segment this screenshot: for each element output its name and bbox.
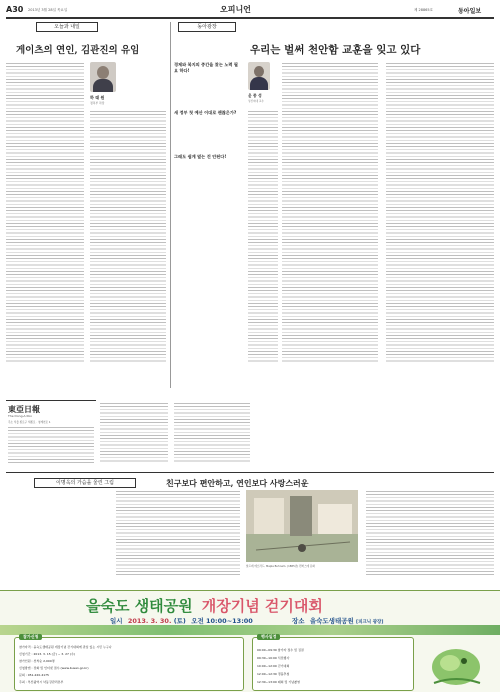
section-title: 오피니언 [220, 5, 251, 14]
column-headline: 게이츠의 연인, 김관진의 유임 [16, 45, 140, 56]
ad-title-sub: 개장기념 걷기대회 [201, 597, 323, 615]
page-header [6, 4, 494, 16]
page-number: A30 [6, 5, 24, 14]
author-title: 성신여대 교수 [248, 100, 264, 103]
body-text [366, 490, 494, 576]
body-text [6, 62, 84, 362]
ad-entry-row: 참가자격 : 을숙도생태공원 개장기념 걷기대회에 관심 있는 시민 누구나 [19, 645, 112, 649]
ad-date-label: 일시 [110, 617, 123, 625]
cartoon-question: 경제와 복지의 중간을 찾는 노력 필요 하다! [174, 62, 238, 73]
ad-mascot-illustration [420, 637, 492, 689]
cartoon-question: 새 정부 첫 예산 이대로 괜찮은가? [174, 110, 237, 115]
cartoon-question: 그래도 쉽게 덮는 건 안된다! [174, 154, 227, 159]
painting-svg [246, 490, 358, 562]
body-text [90, 110, 166, 362]
painting-image [246, 490, 358, 562]
ad-entry-title: 참가신청 [19, 634, 42, 640]
cartoon-tag: 동아광장 [178, 22, 236, 32]
ad-date-day: (토) [173, 617, 186, 625]
column-headline: 친구보다 편안하고, 연인보다 사랑스러운 [166, 478, 309, 488]
ad-place-value: 을숙도생태공원 [309, 617, 354, 625]
ad-event-list [257, 646, 409, 686]
painting-caption: 알프레 에브라드, Maple Buhnam. (1885년) 캔버스에 유화 [246, 565, 315, 568]
ad-entry-row: 문의 : 051-220-4175 [19, 673, 49, 677]
notice-text [174, 402, 250, 464]
paper-address: 주소 서울 종로구 세종로 · 청계천로 1 [8, 421, 51, 424]
paper-logo: 東亞日報 [8, 404, 40, 414]
ad-event-row: 09:00~09:30 참가자 접수 및 집결 [257, 648, 304, 652]
ad-scenery [0, 625, 500, 635]
issue-number: 제 28865호 [414, 8, 434, 12]
section-rule [6, 472, 494, 473]
ad-entry-box [14, 634, 244, 691]
ad-entry-list [19, 644, 239, 686]
column-cheonan [174, 22, 494, 388]
ad-mascot-svg [420, 637, 492, 689]
masthead-box [6, 400, 96, 467]
ad-title-main: 을숙도 생태공원 [86, 597, 193, 615]
header-rule [6, 17, 494, 19]
ad-event-row: 12:00~12:30 경품추첨 [257, 672, 290, 676]
column-today-tomorrow [6, 22, 166, 388]
ad-event-box [252, 634, 414, 691]
ad-entry-row: 신청방법 : 전화 및 인터넷 접수 (www.busan.go.kr) [19, 666, 89, 670]
ad-banner [0, 590, 500, 692]
column-tag: 오늘과 내일 [36, 22, 98, 32]
ad-event-row: 12:30~13:00 폐회 및 기념촬영 [257, 680, 300, 684]
column-tag: 이명옥의 가슴을 울린 그림 [34, 478, 136, 488]
body-text [282, 62, 378, 362]
ad-entry-row: 신청기간 : 2013. 3. 15 (금) ~ 3. 27 (수) [19, 652, 76, 656]
ad-entry-row: 참가인원 : 선착순 2,000명 [19, 659, 55, 663]
author-name: 윤 종 성 [248, 93, 262, 98]
ad-title [86, 595, 323, 616]
author-name: 하 태 원 [90, 95, 105, 100]
ad-date-value: 2013. 3. 30. [127, 617, 172, 625]
ad-place-note: [피크닉 광장] [356, 620, 384, 625]
masthead-text [8, 426, 94, 464]
ad-place-line [292, 616, 383, 625]
column-painting [6, 478, 494, 580]
author-title: 정치부 차장 [90, 101, 105, 105]
body-text [386, 62, 494, 362]
body-text [116, 490, 240, 576]
ad-event-title: 행사일정 [257, 634, 280, 640]
ad-date-line [110, 616, 253, 625]
paper-name: 동아일보 [458, 8, 482, 15]
ad-event-row: 10:00~12:00 걷기대회 [257, 664, 290, 668]
author-photo [90, 62, 116, 92]
column-headline: 우리는 벌써 천안함 교훈을 잊고 있다 [250, 44, 421, 56]
ad-entry-row: 주최 : 부산광역시 낙동강관리본부 [19, 680, 64, 684]
ad-time: 오전 10:00~13:00 [191, 617, 253, 625]
author-photo [248, 62, 270, 90]
issue-date: 2013년 3월 28일 목요일 [28, 8, 68, 12]
column-divider [170, 22, 171, 388]
ad-event-row: 09:30~10:00 식전행사 [257, 656, 290, 660]
notice-text [100, 402, 168, 464]
body-text [248, 110, 278, 362]
paper-logo-sub: The Dong-A Ilbo [8, 414, 32, 418]
ad-place-label: 장소 [292, 617, 305, 625]
